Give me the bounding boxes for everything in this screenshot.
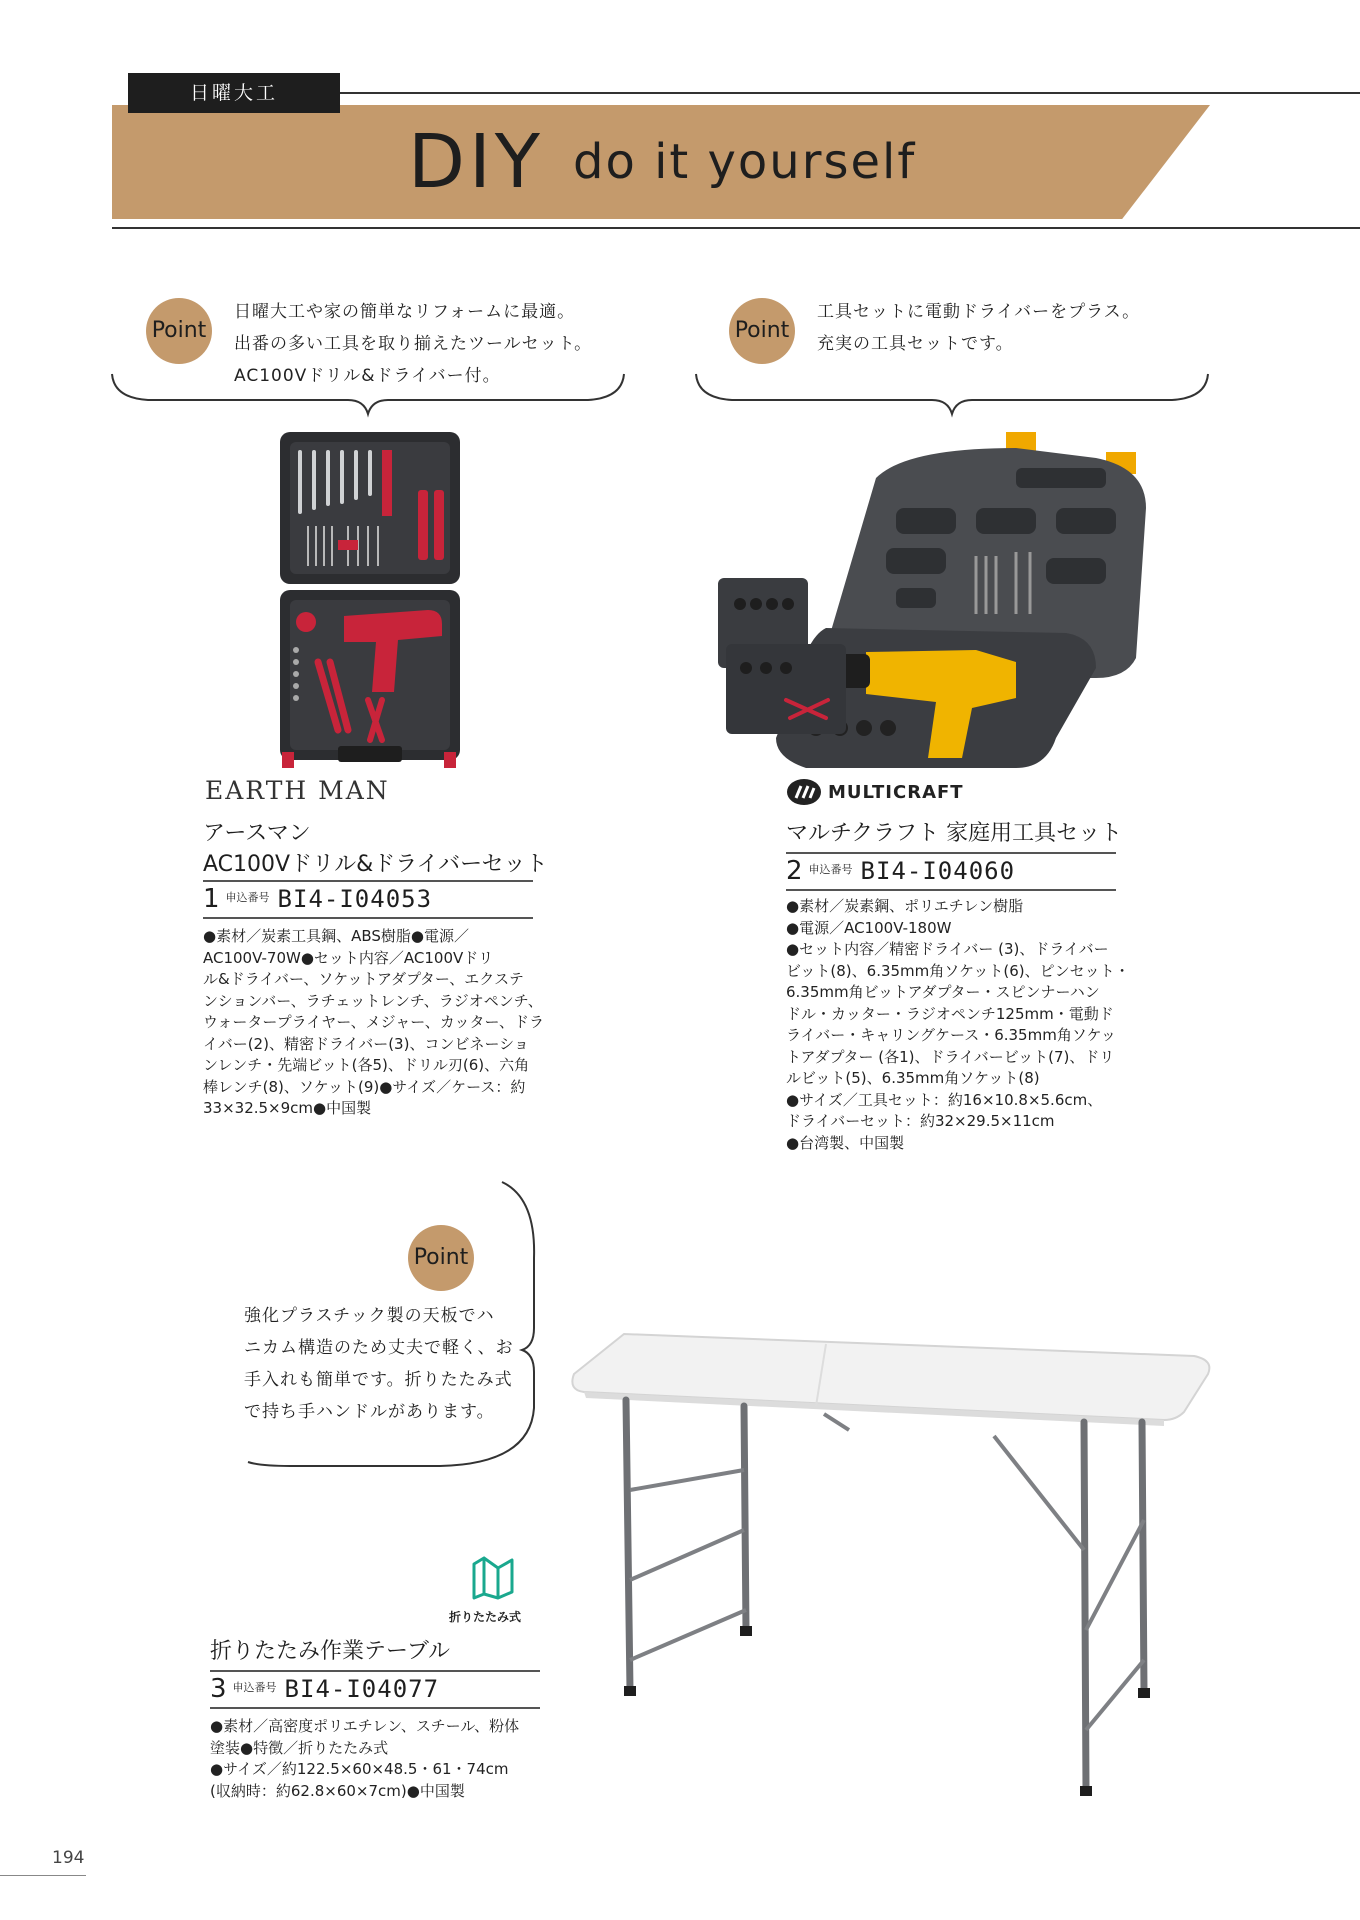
point-badge-3: Point [408, 1225, 474, 1291]
product-rule-3 [210, 1670, 540, 1672]
product-number-1: 1 [203, 884, 220, 914]
product-code-3: BI4-I04077 [284, 1675, 440, 1703]
page-number: 194 [52, 1848, 85, 1868]
product-rule-1b [203, 917, 533, 919]
product-code-line-3 [210, 1674, 439, 1704]
point-badge-2: Point [729, 298, 795, 364]
product-name-1: アースマン AC100Vドリル&ドライバーセット [203, 821, 548, 877]
brand-logo-multicraft: MULTICRAFT [828, 782, 964, 803]
point-text-2: 工具セットに電動ドライバーをプラス。 充実の工具セットです。 [817, 302, 1141, 354]
product-image-folding-table [564, 1330, 1216, 1810]
point-text-1: 日曜大工や家の簡単なリフォームに最適。 出番の多い工具を取り揃えたツールセット。 AC100Vドリル&ドライバー付。 [234, 302, 593, 386]
product-spec-3: ●素材／高密度ポリエチレン、スチール、粉体 塗装●特徴／折りたたみ式 ●サイズ／約122.5×60×48.5・61・74cm (収納時：約62.8×60×7cm)●中国製 [210, 1717, 520, 1800]
product-image-tool-case [278, 430, 462, 772]
product-spec-1: ●素材／炭素工具鋼、ABS樹脂●電源／ AC100V-70W●セット内容／AC100Vドリ ル&ドライバー、ソケットアダプター、エクステ ンションバー、ラチェットレンチ、ラジオペンチ、 ウォータープライヤー、メジャー、カッター、ドラ イバー(2)、精密ドライバー(3)、コンビネーショ ンレンチ・先端ビット(各5)、ドリル刃(6)、六角 棒レンチ(8)、ソケット(9)●サイズ／ケース：約 33×32.5×9cm●中国製 [203, 927, 544, 1117]
product-rule-1 [203, 880, 533, 882]
product-code-2: BI4-I04060 [860, 857, 1016, 885]
product-rule-3b [210, 1707, 540, 1709]
page-title: DIY [408, 119, 545, 205]
point-text-3: 強化プラスチック製の天板でハ ニカム構造のため丈夫で軽く、お 手入れも簡単です。折りたたみ式 で持ち手ハンドルがあります。 [244, 1306, 514, 1422]
folding-feature-label: 折りたたみ式 [449, 1610, 522, 1624]
point-badge-1: Point [146, 298, 212, 364]
product-code-line-1 [203, 884, 432, 914]
product-spec-2: ●素材／炭素鋼、ポリエチレン樹脂 ●電源／AC100V-180W ●セット内容／精密ドライバー (3)、ドライバー ビット(8)、6.35mm角ソケット(6)、ピンセット・ 6.35mm角ビットアダプター・スピンナーハン ドル・カッター・ラジオペンチ125mm・電動ド ライバー・キャリングケース・6.35mm角ソケッ トアダプター (各1)、ドライバービット(7)、ドリ ルビット(5)、6.35mm角ソケット(8) ●サイズ／工具セット：約16×10.8×5.6cm、 ドライバーセット：約32×29.5×11cm ●台湾製、中国製 [786, 897, 1130, 1152]
code-label-1: 申込番号 [225, 890, 270, 904]
point-brace-1 [108, 370, 628, 420]
product-name-2: マルチクラフト 家庭用工具セット [786, 821, 1123, 846]
category-tab: 日曜大工 [128, 73, 340, 113]
header-bottom-rule [112, 227, 1360, 229]
product-rule-2b [786, 889, 1116, 891]
product-code-1: BI4-I04053 [277, 885, 433, 913]
product-number-3: 3 [210, 1674, 227, 1704]
product-number-2: 2 [786, 856, 803, 886]
product-code-line-2 [786, 856, 1015, 886]
footer-rule [0, 1875, 86, 1876]
product-rule-2 [786, 852, 1116, 854]
point-brace-2 [692, 370, 1212, 420]
code-label-3: 申込番号 [232, 1680, 277, 1694]
multicraft-logo-icon [786, 778, 822, 806]
brand-logo-earthman: EARTH MAN [205, 776, 390, 805]
page-subtitle: do it yourself [573, 134, 917, 190]
product-image-drill-case [716, 428, 1148, 784]
product-name-3: 折りたたみ作業テーブル [210, 1639, 451, 1664]
folding-icon [470, 1554, 516, 1600]
code-label-2: 申込番号 [808, 862, 853, 876]
